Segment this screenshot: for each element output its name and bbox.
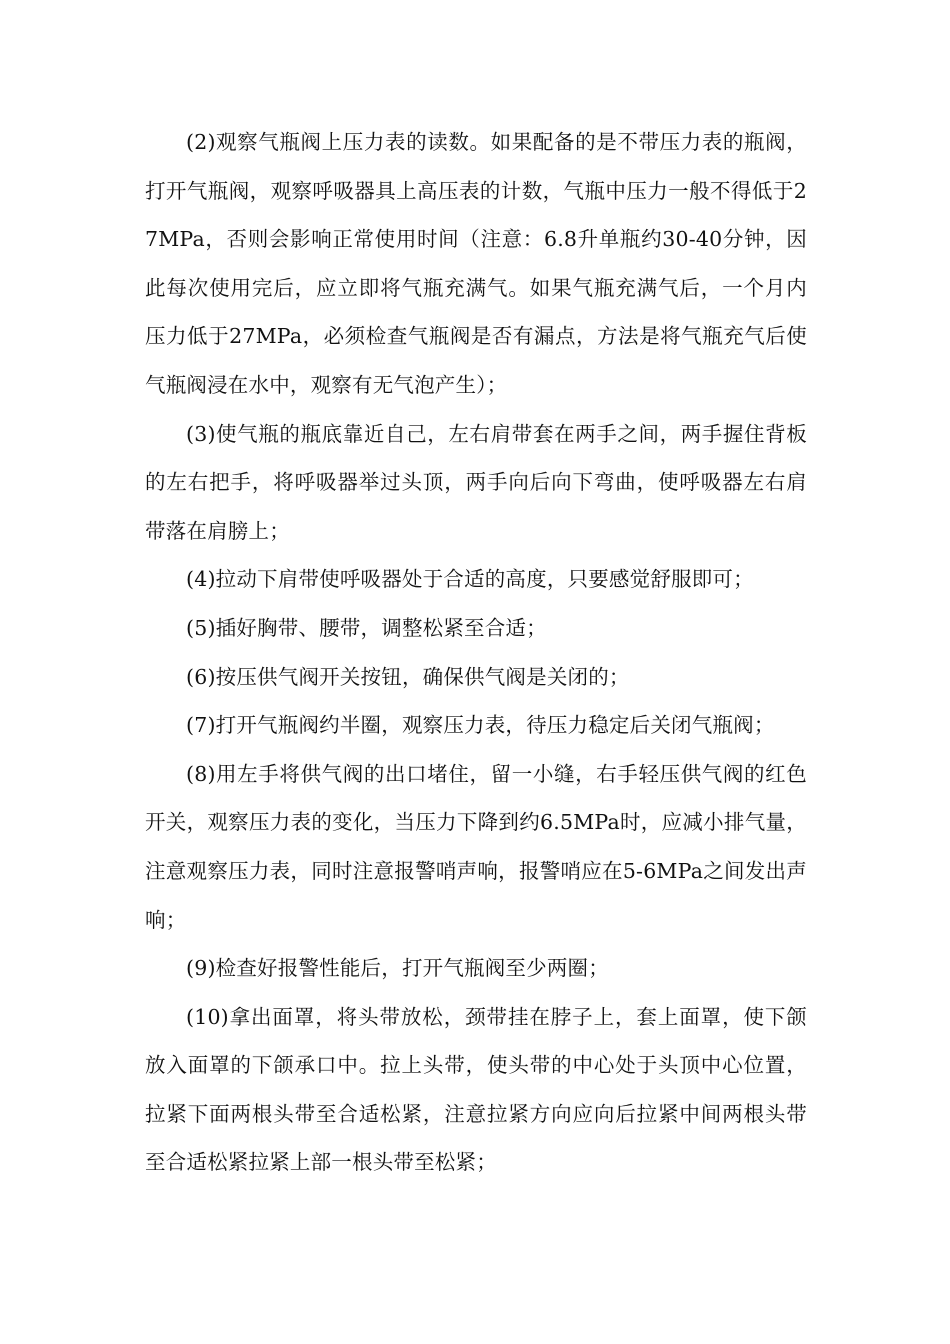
- paragraph-step-6: (6)按压供气阀开关按钮，确保供气阀是关闭的；: [186, 664, 630, 689]
- paragraph-step-3: (3)使气瓶的瓶底靠近自己，左右肩带套在两手之间，两手握住背板的左右把手，将呼吸器举过头顶，两手向后向下弯曲，使呼吸器左右肩带落在肩膀上；: [145, 421, 807, 543]
- document-page: [145, 118, 807, 1187]
- paragraph-step-7: (7)打开气瓶阀约半圈，观察压力表，待压力稳定后关闭气瓶阀；: [186, 713, 775, 738]
- paragraph-step-5: (5)插好胸带、腰带，调整松紧至合适；: [186, 615, 547, 640]
- paragraph-step-4: (4)拉动下肩带使呼吸器处于合适的高度，只要感觉舒服即可；: [186, 567, 754, 592]
- paragraph-step-9: (9)检查好报警性能后，打开气瓶阀至少两圈；: [186, 956, 609, 981]
- paragraph-step-8: (8)用左手将供气阀的出口堵住，留一小缝，右手轻压供气阀的红色开关，观察压力表的变化，当压力下降到约6.5MPa时，应减小排气量，注意观察压力表，同时注意报警哨声响，报警哨应在5-6MPa之间发出声响；: [145, 761, 807, 932]
- paragraph-step-2: (2)观察气瓶阀上压力表的读数。如果配备的是不带压力表的瓶阀，打开气瓶阀，观察呼吸器具上高压表的计数，气瓶中压力一般不得低于27MPa，否则会影响正常使用时间（注意：6.8升单瓶约30-40分钟，因此每次使用完后，应立即将气瓶充满气。如果气瓶充满气后，一个月内压力低于27MPa，必须检查气瓶阀是否有漏点，方法是将气瓶充气后使气瓶阀浸在水中，观察有无气泡产生）；: [145, 130, 807, 397]
- paragraph-step-10: (10)拿出面罩，将头带放松，颈带挂在脖子上，套上面罩，使下颌放入面罩的下颌承口中。拉上头带，使头带的中心处于头顶中心位置，拉紧下面两根头带至合适松紧，注意拉紧方向应向后拉紧中间两根头带至合适松紧拉紧上部一根头带至松紧；: [145, 1004, 807, 1175]
